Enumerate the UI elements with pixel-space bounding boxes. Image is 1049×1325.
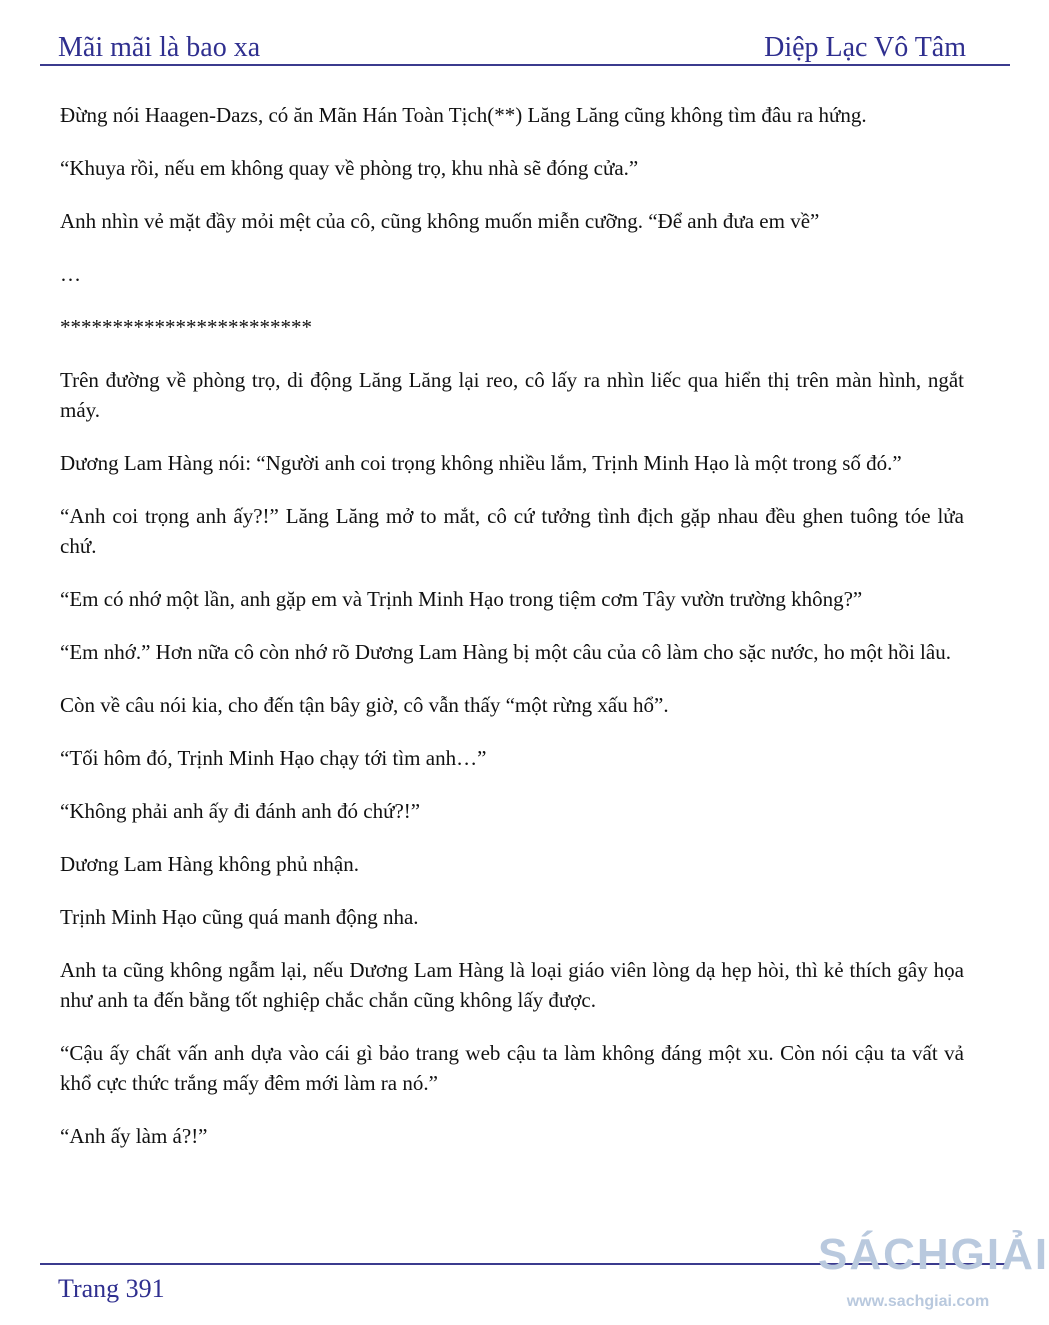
paragraph: Dương Lam Hàng nói: “Người anh coi trọng không nhiều lắm, Trịnh Minh Hạo là một trong số đó.” (60, 451, 902, 475)
book-title: Mãi mãi là bao xa (58, 32, 261, 63)
paragraph: Dương Lam Hàng không phủ nhận. (60, 852, 359, 876)
paragraph: Trịnh Minh Hạo cũng quá manh động nha. (60, 905, 419, 929)
paragraph: “Em nhớ.” Hơn nữa cô còn nhớ rõ Dương Lam Hàng bị một câu của cô làm cho sặc nước, ho một hồi lâu. (60, 640, 951, 664)
watermark (818, 1228, 1049, 1312)
paragraph: Anh ta cũng không ngẫm lại, nếu Dương Lam Hàng là loại giáo viên lòng dạ hẹp hòi, thì kẻ thích gây họa như anh ta đến bằng tốt nghiệp chắc chắn cũng không lấy được. (60, 958, 964, 1012)
page-body (60, 100, 964, 1174)
paragraph: “Cậu ấy chất vấn anh dựa vào cái gì bảo trang web cậu ta làm không đáng một xu. Còn nói cậu ta vất vả khổ cực thức trắng mấy đêm mới làm ra nó.” (60, 1041, 964, 1095)
page-header (58, 24, 966, 64)
paragraph: “Khuya rồi, nếu em không quay về phòng trọ, khu nhà sẽ đóng cửa.” (60, 156, 639, 180)
paragraph: Còn về câu nói kia, cho đến tận bây giờ, cô vẫn thấy “một rừng xấu hổ”. (60, 693, 669, 717)
scene-break: ************************ (60, 315, 312, 339)
watermark-logo: SÁCHGIẢI (818, 1230, 1049, 1279)
paragraph: “Anh ấy làm á?!” (60, 1124, 208, 1148)
book-author: Diệp Lạc Vô Tâm (764, 32, 966, 63)
paragraph: Trên đường về phòng trọ, di động Lăng Lăng lại reo, cô lấy ra nhìn liếc qua hiển thị trên màn hình, ngắt máy. (60, 368, 964, 422)
paragraph: “Anh coi trọng anh ấy?!” Lăng Lăng mở to mắt, cô cứ tưởng tình địch gặp nhau đều ghen tuông tóe lửa chứ. (60, 504, 964, 558)
page-number: Trang 391 (58, 1274, 165, 1303)
paragraph: “Tối hôm đó, Trịnh Minh Hạo chạy tới tìm anh…” (60, 746, 487, 770)
ellipsis-line: … (60, 262, 81, 286)
paragraph: Đừng nói Haagen-Dazs, có ăn Mãn Hán Toàn Tịch(**) Lăng Lăng cũng không tìm đâu ra hứng. (60, 103, 867, 127)
header-divider (40, 64, 1010, 66)
paragraph: Anh nhìn vẻ mặt đầy mỏi mệt của cô, cũng không muốn miễn cưỡng. “Để anh đưa em về” (60, 209, 820, 233)
paragraph: “Không phải anh ấy đi đánh anh đó chứ?!” (60, 799, 421, 823)
watermark-url: www.sachgiai.com (846, 1293, 990, 1310)
paragraph: “Em có nhớ một lần, anh gặp em và Trịnh Minh Hạo trong tiệm cơm Tây vườn trường không?” (60, 587, 863, 611)
